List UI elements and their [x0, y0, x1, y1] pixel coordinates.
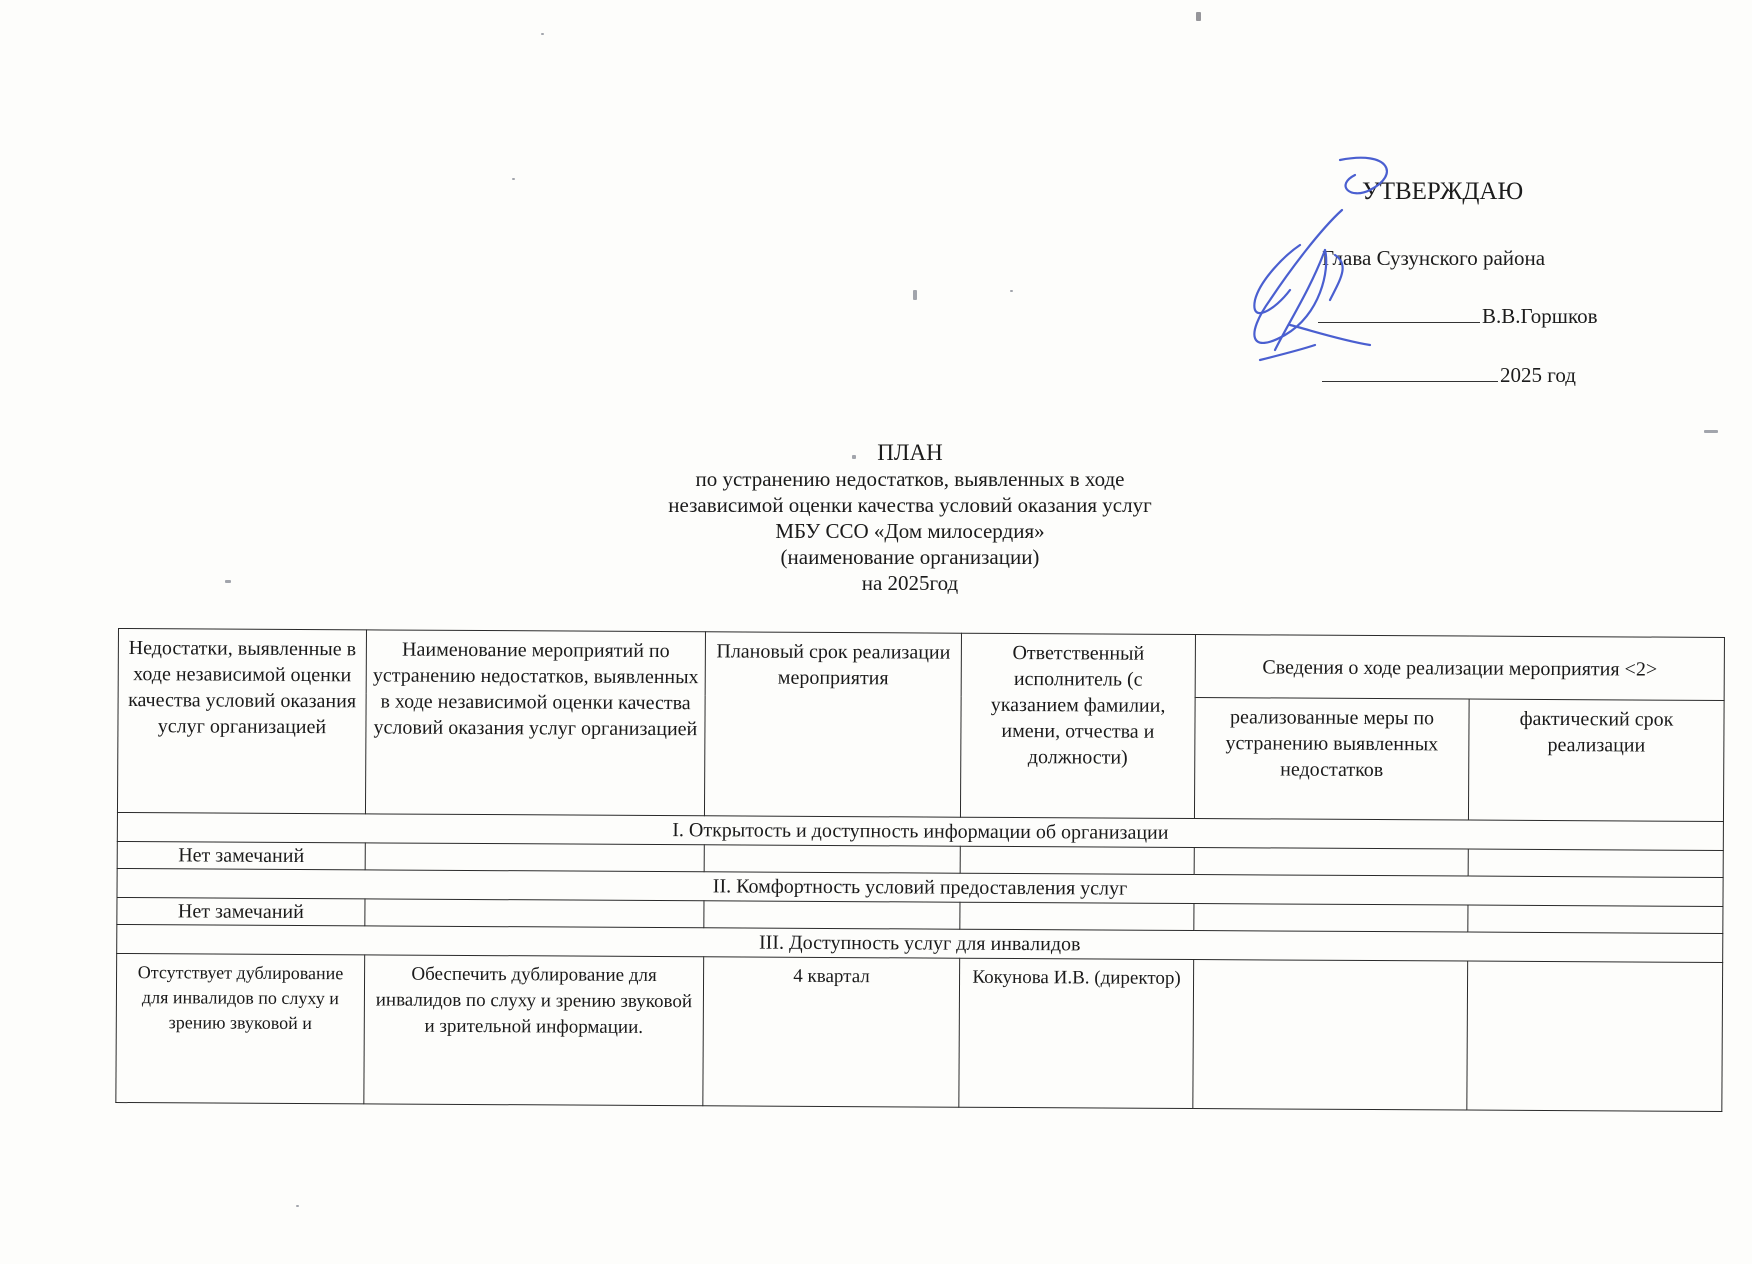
- scan-speck: [1010, 290, 1013, 292]
- header-measures: Наименование мероприятий по устранению недостатков, выявленных в ходе независимой оценки качества условий оказания услуг организацией: [365, 630, 705, 816]
- responsible-cell: Кокунова И.В. (директор): [959, 958, 1194, 1108]
- header-actual-deadline: фактический срок реализации: [1468, 699, 1724, 821]
- empty-cell: [1194, 904, 1468, 933]
- plan-subtitle-line2: независимой оценки качества условий оказания услуг: [668, 493, 1152, 517]
- empty-cell: [1468, 905, 1723, 933]
- section-title-3: III. Доступность услуг для инвалидов: [117, 924, 1723, 962]
- plan-period: на 2025год: [861, 571, 959, 595]
- empty-cell: [365, 843, 704, 872]
- header-responsible: Ответственный исполнитель (с указанием фамилии, имени, отчества и должности): [960, 633, 1195, 818]
- header-implemented-measures: реализованные меры по устранению выявленных недостатков: [1194, 698, 1469, 821]
- approval-title: УТВЕРЖДАЮ: [1362, 178, 1524, 205]
- no-remarks-cell: Нет замечаний: [117, 897, 365, 925]
- scan-speck: [913, 290, 917, 300]
- organization-caption: (наименование организации): [780, 545, 1040, 569]
- scan-speck: [512, 178, 515, 180]
- scan-speck: [1196, 12, 1201, 21]
- plan-table: [115, 628, 1725, 1112]
- approval-position: Глава Сузунского района: [1322, 246, 1546, 270]
- section-title-2: II. Комфортность условий предоставления услуг: [117, 868, 1723, 906]
- header-planned-deadline: Плановый срок реализации мероприятия: [704, 632, 961, 817]
- plan-title: ПЛАН: [877, 440, 943, 465]
- table-row: [116, 953, 1723, 1111]
- empty-cell: [960, 846, 1194, 874]
- handwritten-signature: [1230, 150, 1430, 380]
- section-title-1: I. Открытость и доступность информации об организации: [117, 812, 1723, 850]
- empty-cell: [365, 899, 704, 928]
- scan-speck: [541, 33, 544, 35]
- scan-speck: [225, 580, 231, 583]
- deadline-cell: 4 квартал: [703, 957, 960, 1107]
- empty-cell: [960, 902, 1194, 930]
- plan-subtitle-line1: по устранению недостатков, выявленных в ходе: [695, 467, 1125, 491]
- table-header-row: [118, 629, 1724, 701]
- measure-cell: Обеспечить дублирование для инвалидов по слуху и зрению звуковой и зрительной информации.: [364, 955, 704, 1106]
- scan-speck: [1704, 430, 1718, 433]
- no-remarks-cell: Нет замечаний: [117, 841, 365, 869]
- empty-cell: [1468, 849, 1723, 877]
- approval-date: 2025 год: [1500, 363, 1576, 387]
- approval-signer: В.В.Горшков: [1482, 304, 1598, 328]
- header-implementation-group: Сведения о ходе реализации мероприятия <2>: [1195, 635, 1724, 701]
- signature-strokes: [1254, 158, 1387, 360]
- scan-speck: [296, 1205, 299, 1207]
- implemented-cell: [1193, 960, 1468, 1111]
- organization-name: МБУ ССО «Дом милосердия»: [775, 519, 1045, 543]
- header-shortcomings: Недостатки, выявленные в ходе независимой оценки качества условий оказания услуг организацией: [117, 629, 366, 814]
- empty-cell: [704, 901, 960, 929]
- empty-cell: [704, 845, 960, 873]
- actual-deadline-cell: [1467, 961, 1723, 1111]
- empty-cell: [1194, 848, 1468, 877]
- shortcoming-cell: Отсутствует дублирование для инвалидов по слуху и зрению звуковой и: [116, 953, 365, 1103]
- plan-heading: [560, 440, 1260, 596]
